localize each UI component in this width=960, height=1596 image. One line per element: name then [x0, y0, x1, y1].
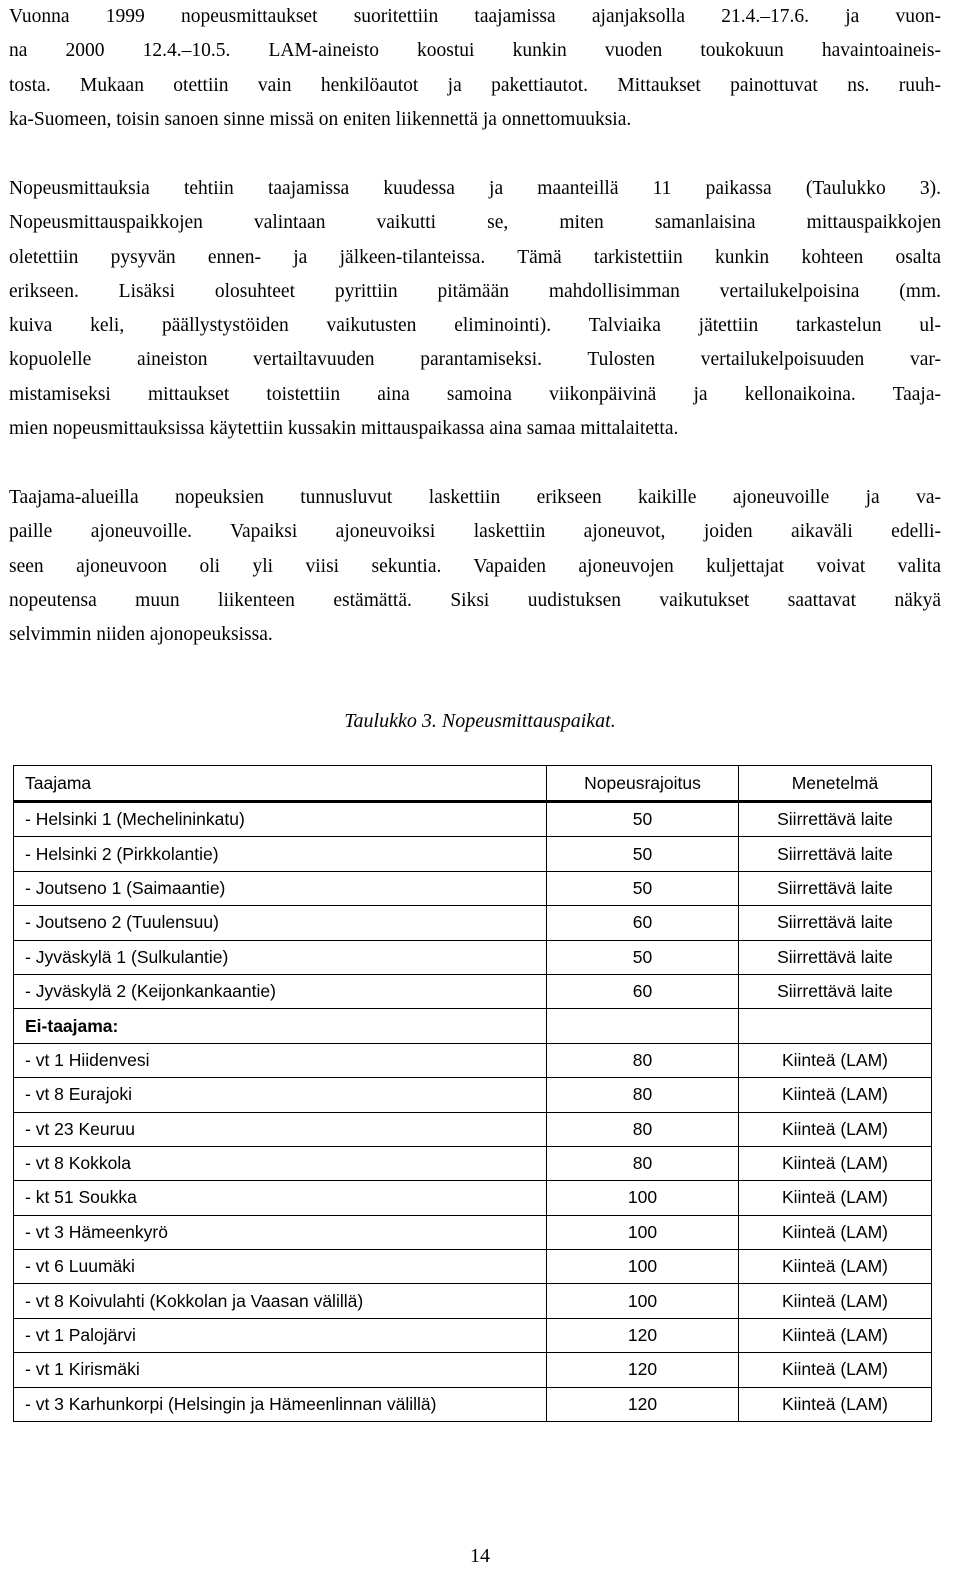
cell-method: Siirrettävä laite [739, 974, 932, 1008]
cell-place: - vt 8 Kokkola [14, 1146, 547, 1180]
table-row [14, 906, 932, 940]
text-line: na 2000 12.4.–10.5. LAM-aineisto koostui kunkin vuoden toukokuun havaintoaineis- [9, 40, 941, 62]
cell-speed-limit: 100 [547, 1181, 739, 1215]
cell-speed-limit: 50 [547, 871, 739, 905]
text-line: paille ajoneuvoille. Vapaiksi ajoneuvoiksi laskettiin ajoneuvot, joiden aikaväli edelli- [9, 521, 941, 543]
cell-speed-limit: 120 [547, 1318, 739, 1352]
table-row [14, 1181, 932, 1215]
table-row [14, 802, 932, 837]
page-number: 14 [470, 1545, 490, 1567]
cell-speed-limit: 120 [547, 1353, 739, 1387]
cell-speed-limit: 50 [547, 940, 739, 974]
cell-speed-limit: 100 [547, 1284, 739, 1318]
cell-method [739, 1009, 932, 1043]
text-line: nopeutensa muun liikenteen estämättä. Siksi uudistuksen vaikutukset saattavat näkyä [9, 589, 941, 611]
text-line: oletettiin pysyvän ennen- ja jälkeen-tilanteissa. Tämä tarkistettiin kunkin kohteen osalta [9, 246, 941, 268]
column-header-place: Taajama [14, 766, 547, 802]
table-row [14, 1353, 932, 1387]
cell-place: - Joutseno 1 (Saimaantie) [14, 871, 547, 905]
cell-place: - vt 3 Karhunkorpi (Helsingin ja Hämeenlinnan välillä) [14, 1387, 547, 1421]
table-header-row [14, 766, 932, 802]
column-header-speed-limit: Nopeusrajoitus [547, 766, 739, 802]
table-row [14, 871, 932, 905]
cell-method: Kiinteä (LAM) [739, 1043, 932, 1077]
text-line: seen ajoneuvoon oli yli viisi sekuntia. Vapaiden ajoneuvojen kuljettajat voivat valita [9, 555, 941, 577]
table-row [14, 1284, 932, 1318]
table-row [14, 940, 932, 974]
table-row [14, 837, 932, 871]
table-row [14, 1112, 932, 1146]
cell-speed-limit: 60 [547, 974, 739, 1008]
table-row [14, 1043, 932, 1077]
text-line: mien nopeusmittauksissa käytettiin kussakin mittauspaikassa aina samaa mittalaitetta. [9, 418, 679, 440]
cell-speed-limit: 120 [547, 1387, 739, 1421]
cell-speed-limit: 60 [547, 906, 739, 940]
cell-method: Kiinteä (LAM) [739, 1387, 932, 1421]
cell-speed-limit: 100 [547, 1250, 739, 1284]
table-section-row [14, 1009, 932, 1043]
table-row [14, 1146, 932, 1180]
text-line: kopuolelle aineiston vertailtavuuden parantamiseksi. Tulosten vertailukelpoisuuden var- [9, 349, 941, 371]
text-line: kuiva keli, päällystystöiden vaikutusten eliminointi). Talviaika jätettiin tarkastelun ul- [9, 315, 941, 337]
cell-method: Kiinteä (LAM) [739, 1318, 932, 1352]
cell-speed-limit: 50 [547, 837, 739, 871]
cell-place: - Helsinki 2 (Pirkkolantie) [14, 837, 547, 871]
text-line: selvimmin niiden ajonopeuksissa. [9, 624, 273, 646]
cell-place: - vt 3 Hämeenkyrö [14, 1215, 547, 1249]
cell-place: - vt 1 Palojärvi [14, 1318, 547, 1352]
column-header-method: Menetelmä [739, 766, 932, 802]
cell-method: Kiinteä (LAM) [739, 1250, 932, 1284]
table-caption: Taulukko 3. Nopeusmittauspaikat. [344, 710, 616, 732]
cell-place: Ei-taajama: [14, 1009, 547, 1043]
cell-method: Siirrettävä laite [739, 906, 932, 940]
paragraph-free-vehicles [9, 481, 941, 652]
cell-speed-limit [547, 1009, 739, 1043]
cell-method: Kiinteä (LAM) [739, 1112, 932, 1146]
cell-place: - vt 8 Eurajoki [14, 1078, 547, 1112]
cell-place: - vt 23 Keuruu [14, 1112, 547, 1146]
cell-speed-limit: 50 [547, 802, 739, 837]
text-line: ka-Suomeen, toisin sanoen sinne missä on eniten liikennettä ja onnettomuuksia. [9, 108, 632, 130]
table-row [14, 1318, 932, 1352]
cell-speed-limit: 80 [547, 1078, 739, 1112]
cell-method: Kiinteä (LAM) [739, 1215, 932, 1249]
cell-speed-limit: 100 [547, 1215, 739, 1249]
table-row [14, 1078, 932, 1112]
paragraph-measurement-period [9, 0, 941, 137]
cell-method: Kiinteä (LAM) [739, 1181, 932, 1215]
cell-method: Siirrettävä laite [739, 940, 932, 974]
text-line: Nopeusmittauksia tehtiin taajamissa kuudessa ja maanteillä 11 paikassa (Taulukko 3). [9, 178, 941, 199]
table-row [14, 1250, 932, 1284]
cell-method: Siirrettävä laite [739, 802, 932, 837]
cell-method: Kiinteä (LAM) [739, 1078, 932, 1112]
paragraph-measurement-sites [9, 172, 941, 446]
cell-method: Siirrettävä laite [739, 871, 932, 905]
text-line: erikseen. Lisäksi olosuhteet pyrittiin pitämään mahdollisimman vertailukelpoisina (mm. [9, 280, 941, 302]
table-row [14, 1215, 932, 1249]
text-line: Vuonna 1999 nopeusmittaukset suoritettiin taajamissa ajanjaksolla 21.4.–17.6. ja vuon- [9, 6, 941, 27]
speed-measurement-sites-table [13, 765, 932, 1422]
cell-place: - Jyväskylä 1 (Sulkulantie) [14, 940, 547, 974]
text-line: tosta. Mukaan otettiin vain henkilöautot ja pakettiautot. Mittaukset painottuvat ns. ruuh- [9, 74, 941, 96]
cell-place: - vt 1 Kirismäki [14, 1353, 547, 1387]
cell-place: - Joutseno 2 (Tuulensuu) [14, 906, 547, 940]
table-row [14, 974, 932, 1008]
cell-place: - Helsinki 1 (Mechelininkatu) [14, 802, 547, 837]
table-row [14, 1387, 932, 1421]
cell-speed-limit: 80 [547, 1043, 739, 1077]
cell-method: Kiinteä (LAM) [739, 1353, 932, 1387]
text-line: Taajama-alueilla nopeuksien tunnusluvut laskettiin erikseen kaikille ajoneuvoille ja va- [9, 487, 941, 508]
cell-place: - vt 8 Koivulahti (Kokkolan ja Vaasan välillä) [14, 1284, 547, 1318]
cell-method: Kiinteä (LAM) [739, 1284, 932, 1318]
cell-place: - Jyväskylä 2 (Keijonkankaantie) [14, 974, 547, 1008]
cell-place: - kt 51 Soukka [14, 1181, 547, 1215]
text-line: mistamiseksi mittaukset toistettiin aina samoina viikonpäivinä ja kellonaikoina. Taaja- [9, 383, 941, 405]
cell-speed-limit: 80 [547, 1146, 739, 1180]
text-line: Nopeusmittauspaikkojen valintaan vaikutti se, miten samanlaisina mittauspaikkojen [9, 212, 941, 234]
cell-method: Siirrettävä laite [739, 837, 932, 871]
cell-place: - vt 6 Luumäki [14, 1250, 547, 1284]
cell-method: Kiinteä (LAM) [739, 1146, 932, 1180]
cell-speed-limit: 80 [547, 1112, 739, 1146]
cell-place: - vt 1 Hiidenvesi [14, 1043, 547, 1077]
